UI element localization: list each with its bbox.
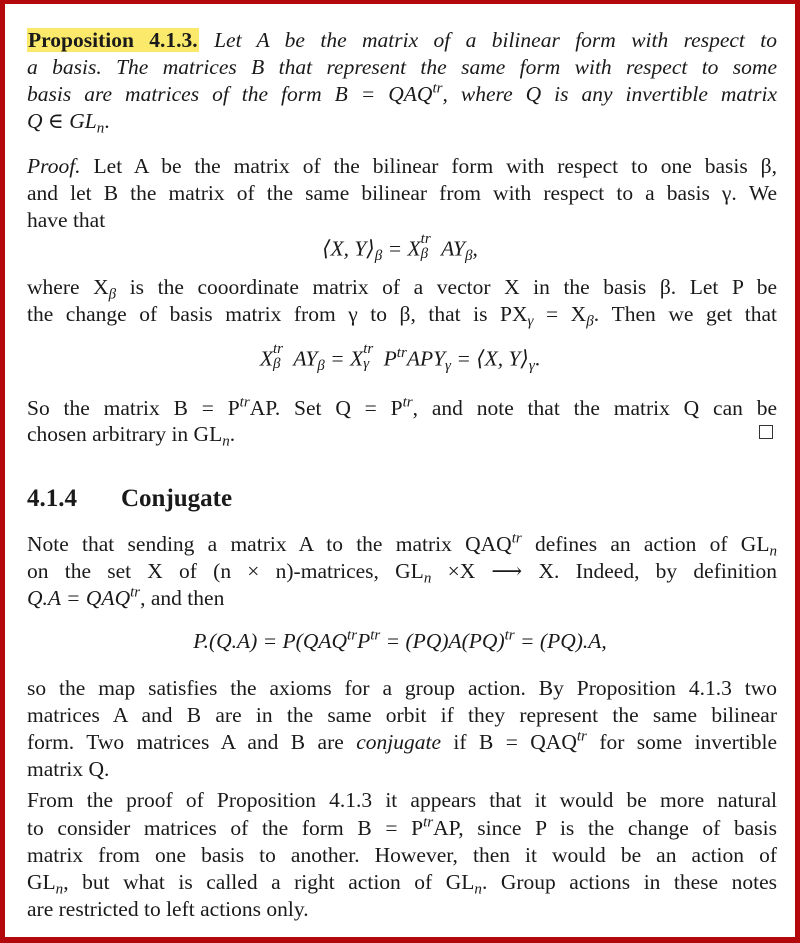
proof-line-6: So the matrix $B = P^{tr}AP$. Set $Q = P^{tr}$, and note that the matrix Q can be bbox=[27, 394, 777, 420]
body-p3-line-2: to consider matrices of the form $B = P^{tr}AP$, since P is the change of basis bbox=[27, 814, 777, 840]
body-p2-line-4: matrix Q. bbox=[27, 757, 110, 781]
body-p3-line-3: matrix from one basis to another. However, then it would be an action of bbox=[27, 843, 777, 867]
section-heading bbox=[27, 484, 777, 514]
body-p3-line-1: From the proof of Proposition 4.1.3 it appears that it would be more natural bbox=[27, 788, 777, 812]
body-p1-line-2: on the set X of (n × n)-matrices, $GL_n \times X$ ⟶ X. Indeed, by definition bbox=[27, 559, 777, 587]
section-number: 4.1.4 bbox=[27, 485, 77, 512]
proposition-line-1: Proposition 4.1.3. Let A be the matrix of a bilinear form with respect to bbox=[28, 28, 777, 52]
body-p3-line-5: are restricted to left actions only. bbox=[27, 897, 309, 921]
proof-label: Proof. bbox=[27, 154, 81, 178]
body-p1-line-3: $Q.A = QAQ^{tr}$, and then bbox=[27, 584, 225, 610]
proof-line-3: have that bbox=[27, 208, 106, 232]
proof-line-4: where $X_\beta$ is the cooordinate matrix of a vector X in the basis β. Let P be bbox=[27, 275, 777, 303]
body-p1-line-1: Note that sending a matrix A to the matrix $QAQ^{tr}$ defines an action of $GL_n$ bbox=[27, 530, 777, 560]
section-title: Conjugate bbox=[121, 485, 233, 512]
equation-1: ⟨X, $Y⟩_\beta = X$ tr β $AY_\beta$, bbox=[322, 230, 478, 264]
proof-line-2: and let B the matrix of the same bilinear from with respect to a basis γ. We bbox=[27, 181, 777, 205]
proposition-line-4: Q ∈ $GL_n$. bbox=[27, 109, 110, 137]
body-p2-line-3: form. Two matrices A and B are conjugate if $B = QAQ^{tr}$ for some invertible bbox=[27, 728, 777, 754]
proposition-line-2: a basis. The matrices B that represent the same form with respect to some bbox=[27, 55, 777, 79]
proof-line-7: chosen arbitrary in $GL_n$. bbox=[27, 422, 236, 450]
qed-box-icon bbox=[759, 425, 773, 439]
proposition-label: Proposition 4.1.3. bbox=[28, 28, 198, 52]
proof-line-5: the change of basis matrix from γ to β, that is $PX_\gamma = X_\beta$. Then we get that bbox=[27, 302, 777, 330]
body-p2-line-2: matrices A and B are in the same orbit if they represent the same bilinear bbox=[27, 703, 777, 727]
proof-line-1: Proof. Let A be the matrix of the bilinear form with respect to one basis β, bbox=[27, 154, 777, 178]
body-p2-line-1: so the map satisfies the axioms for a group action. By Proposition 4.1.3 two bbox=[27, 676, 777, 700]
equation-2: X tr β $AY_\beta = X$ tr γ $P^{tr}APY_\gamma$ = ⟨X, $Y⟩_\gamma$. bbox=[259, 340, 541, 374]
proposition-line-3: basis are matrices of the form $B = QAQ^{tr}$, where Q is any invertible matrix bbox=[27, 80, 777, 106]
body-p3-line-4: $GL_n$, but what is called a right action of $GL_n$. Group actions in these notes bbox=[27, 870, 778, 898]
equation-3: $P.(Q.A) = P(QAQ^{tr}P^{tr} = (PQ)A(PQ)^{tr} = (PQ).A$, bbox=[193, 627, 607, 653]
